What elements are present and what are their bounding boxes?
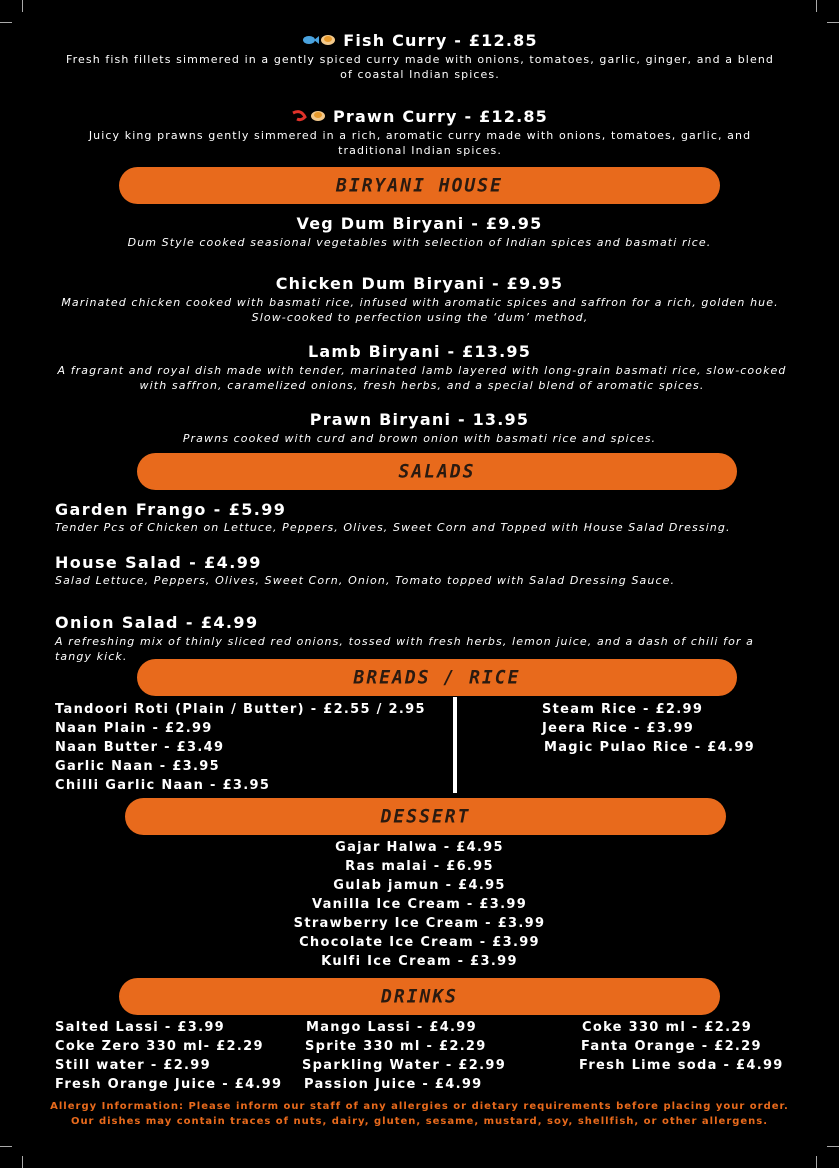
- dessert-item: Kulfi Ice Cream - £3.99: [321, 954, 518, 969]
- breads-rice-section-banner: [137, 659, 737, 696]
- chicken-biryani-title: Chicken Dum Biryani - £9.95: [275, 274, 564, 293]
- chicken-biryani-description: Marinated chicken cooked with basmati rice, infused with aromatic spices and saffron for a rich, golden hue. Slow-cooked to perfection using the ‘dum’ method,: [61, 296, 779, 324]
- drink-item: Coke 330 ml - £2.29: [582, 1020, 753, 1035]
- crop-mark: [22, 0, 23, 12]
- prawn-icon: [291, 108, 327, 127]
- drinks-section-banner: [119, 978, 720, 1015]
- bread-item: Garlic Naan - £3.95: [55, 759, 220, 774]
- crop-mark: [827, 22, 839, 23]
- fish-curry-name: Fish Curry - £12.85: [343, 31, 538, 50]
- bread-item: Naan Butter - £3.49: [55, 740, 225, 755]
- prawn-curry-name: Prawn Curry - £12.85: [332, 107, 549, 126]
- dessert-section-banner: [125, 798, 726, 835]
- allergy-info-line: Allergy Information: Please inform our staff of any allergies or dietary requirements before placing your order.: [50, 1101, 789, 1112]
- drink-item: Fanta Orange - £2.29: [581, 1039, 762, 1054]
- fish-icon: [301, 32, 337, 51]
- veg-biryani-title: Veg Dum Biryani - £9.95: [296, 214, 543, 233]
- crop-mark: [0, 22, 12, 23]
- veg-biryani-description: Dum Style cooked seasional vegetables with selection of Indian spices and basmati rice.: [127, 236, 712, 249]
- bread-item: Naan Plain - £2.99: [55, 721, 213, 736]
- crop-mark: [816, 1156, 817, 1168]
- garden-frango-title: Garden Frango - £5.99: [55, 500, 287, 519]
- bread-item: Chilli Garlic Naan - £3.95: [55, 778, 271, 793]
- drink-item: Fresh Orange Juice - £4.99: [55, 1077, 283, 1092]
- dessert-item: Ras malai - £6.95: [345, 859, 494, 874]
- drink-item: Salted Lassi - £3.99: [55, 1020, 226, 1035]
- column-divider: [453, 697, 457, 793]
- biryani-heading: BIRYANI HOUSE: [336, 174, 503, 197]
- prawn-curry-title: [0, 107, 839, 127]
- drink-item: Mango Lassi - £4.99: [306, 1020, 477, 1035]
- house-salad-description: Salad Lettuce, Peppers, Olives, Sweet Corn, Onion, Tomato topped with Salad Dressing Sauce.: [55, 574, 676, 587]
- crop-mark: [816, 0, 817, 12]
- drink-item: Coke Zero 330 ml- £2.29: [55, 1039, 264, 1054]
- salads-section-banner: [137, 453, 737, 490]
- fish-curry-title: [0, 31, 839, 51]
- lamb-biryani-title: Lamb Biryani - £13.95: [307, 342, 532, 361]
- prawn-biryani-title: Prawn Biryani - 13.95: [309, 410, 530, 429]
- biryani-section-banner: [119, 167, 720, 204]
- dessert-item: Strawberry Ice Cream - £3.99: [293, 916, 546, 931]
- fish-curry-description: Fresh fish fillets simmered in a gently spiced curry made with onions, tomatoes, garlic, ginger, and a blend of coastal Indian spices.: [66, 53, 774, 81]
- drink-item: Sparkling Water - £2.99: [302, 1058, 507, 1073]
- rice-item: Magic Pulao Rice - £4.99: [544, 740, 755, 755]
- house-salad-title: House Salad - £4.99: [55, 553, 262, 572]
- prawn-biryani-description: Prawns cooked with curd and brown onion with basmati rice and spices.: [182, 432, 657, 445]
- crop-mark: [22, 1156, 23, 1168]
- salads-heading: SALADS: [398, 460, 476, 483]
- onion-salad-description: A refreshing mix of thinly sliced red onions, tossed with fresh herbs, lemon juice, and a dash of chili for a tangy kick.: [55, 635, 754, 663]
- drink-item: Passion Juice - £4.99: [304, 1077, 483, 1092]
- dessert-item: Gajar Halwa - £4.95: [335, 840, 504, 855]
- allergy-info-line: Our dishes may contain traces of nuts, dairy, gluten, sesame, mustard, soy, shellfish, or other allergens.: [70, 1116, 769, 1127]
- crop-mark: [827, 1146, 839, 1147]
- drink-item: Sprite 330 ml - £2.29: [305, 1039, 487, 1054]
- lamb-biryani-description: A fragrant and royal dish made with tender, marinated lamb layered with long-grain basmati rice, slow-cooked with saffron, caramelized onions, fresh herbs, and a special blend of aromatic spices.: [57, 364, 787, 392]
- onion-salad-title: Onion Salad - £4.99: [55, 613, 259, 632]
- prawn-curry-description: Juicy king prawns gently simmered in a rich, aromatic curry made with onions, tomatoes, garlic, and traditional Indian spices.: [88, 129, 752, 157]
- rice-item: Steam Rice - £2.99: [542, 702, 704, 717]
- rice-item: Jeera Rice - £3.99: [542, 721, 695, 736]
- drink-item: Still water - £2.99: [55, 1058, 211, 1073]
- dessert-item: Chocolate Ice Cream - £3.99: [299, 935, 540, 950]
- dessert-item: Vanilla Ice Cream - £3.99: [311, 897, 528, 912]
- crop-mark: [0, 1146, 12, 1147]
- drink-item: Fresh Lime soda - £4.99: [579, 1058, 784, 1073]
- bread-item: Tandoori Roti (Plain / Butter) - £2.55 / 2.95: [55, 702, 426, 717]
- dessert-heading: DESSERT: [380, 805, 471, 828]
- breads-rice-heading: BREADS / RICE: [353, 666, 521, 689]
- drinks-heading: DRINKS: [380, 985, 459, 1008]
- garden-frango-description: Tender Pcs of Chicken on Lettuce, Peppers, Olives, Sweet Corn and Topped with House Salad Dressing.: [55, 521, 731, 534]
- dessert-item: Gulab jamun - £4.95: [333, 878, 506, 893]
